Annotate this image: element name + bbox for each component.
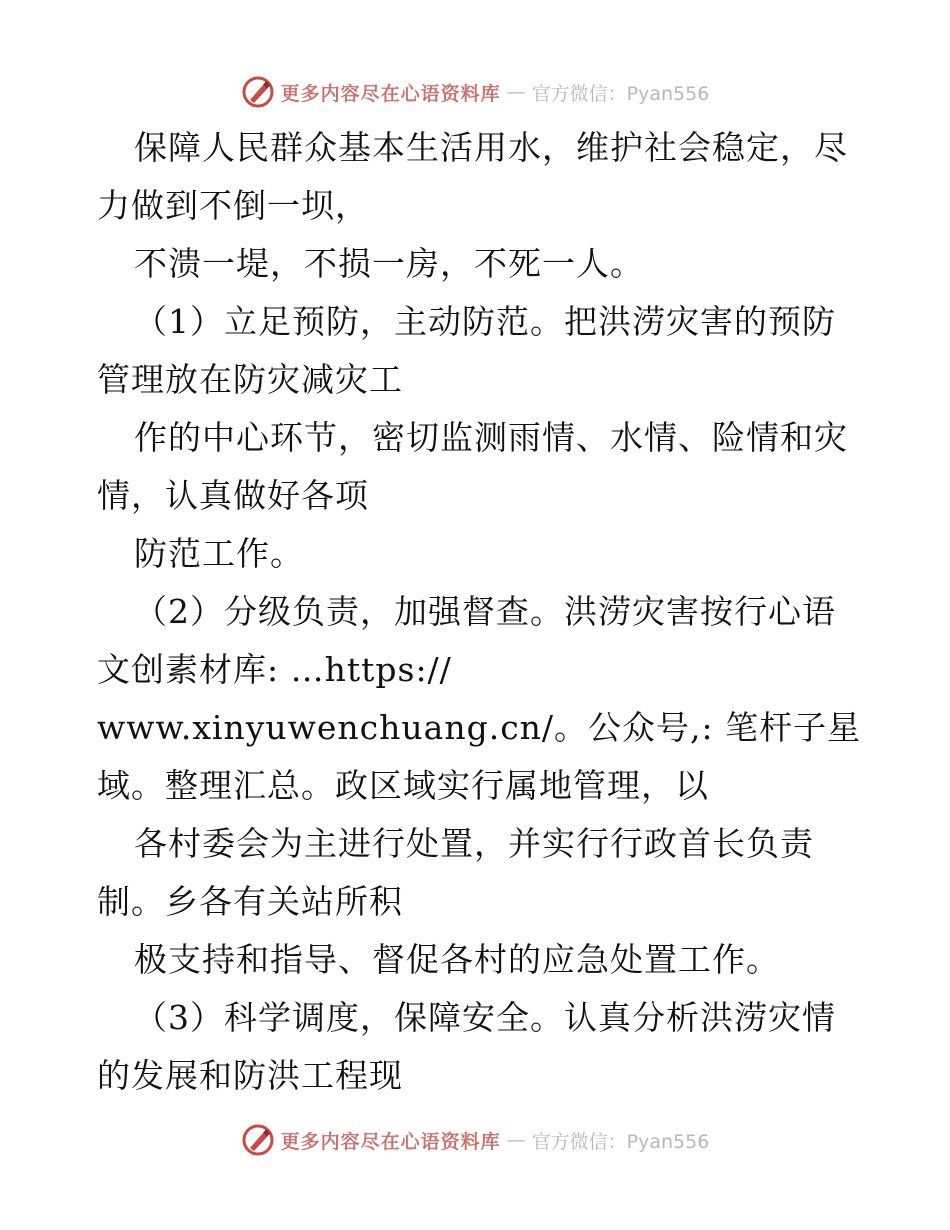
text-line: （2）分级负责，加强督查。洪涝灾害按行心语 <box>134 592 836 631</box>
watermark-contact: 官方微信：Pyan556 <box>531 82 710 105</box>
text-line: 制。乡各有关站所积 <box>97 882 403 921</box>
text-line: 文创素材库: …https:// <box>97 650 452 689</box>
text-line: 的发展和防洪工程现 <box>97 1056 403 1095</box>
text-line: 保障人民群众基本生活用水，维护社会稳定，尽 <box>134 128 848 167</box>
text-line: 各村委会为主进行处置，并实行行政首长负责 <box>134 824 814 863</box>
watermark-brand: 更多内容尽在心语资料库 <box>280 1130 501 1153</box>
text-line: （1）立足预防，主动防范。把洪涝灾害的预防 <box>134 302 836 341</box>
watermark-separator: — <box>506 1129 526 1151</box>
footer-watermark <box>0 1118 950 1162</box>
text-line: 管理放在防灾减灾工 <box>97 360 403 399</box>
text-line: 域。整理汇总。政区域实行属地管理，以 <box>97 766 709 805</box>
text-line: 情，认真做好各项 <box>97 476 369 515</box>
text-line: www.xinyuwenchuang.cn/。公众号,: 笔杆子星 <box>97 708 862 747</box>
pen-logo-icon <box>241 1123 275 1157</box>
text-line: 力做到不倒一坝， <box>97 186 369 225</box>
watermark-contact: 官方微信：Pyan556 <box>531 1130 710 1153</box>
watermark-separator: — <box>506 81 526 103</box>
watermark-brand: 更多内容尽在心语资料库 <box>280 82 501 105</box>
text-line: 防范工作。 <box>134 534 304 573</box>
text-line: 作的中心环节，密切监测雨情、水情、险情和灾 <box>134 418 848 457</box>
text-line: （3）科学调度，保障安全。认真分析洪涝灾情 <box>134 998 836 1037</box>
text-line: 不溃一堤，不损一房，不死一人。 <box>134 244 644 283</box>
text-line: 极支持和指导、督促各村的应急处置工作。 <box>134 940 780 979</box>
